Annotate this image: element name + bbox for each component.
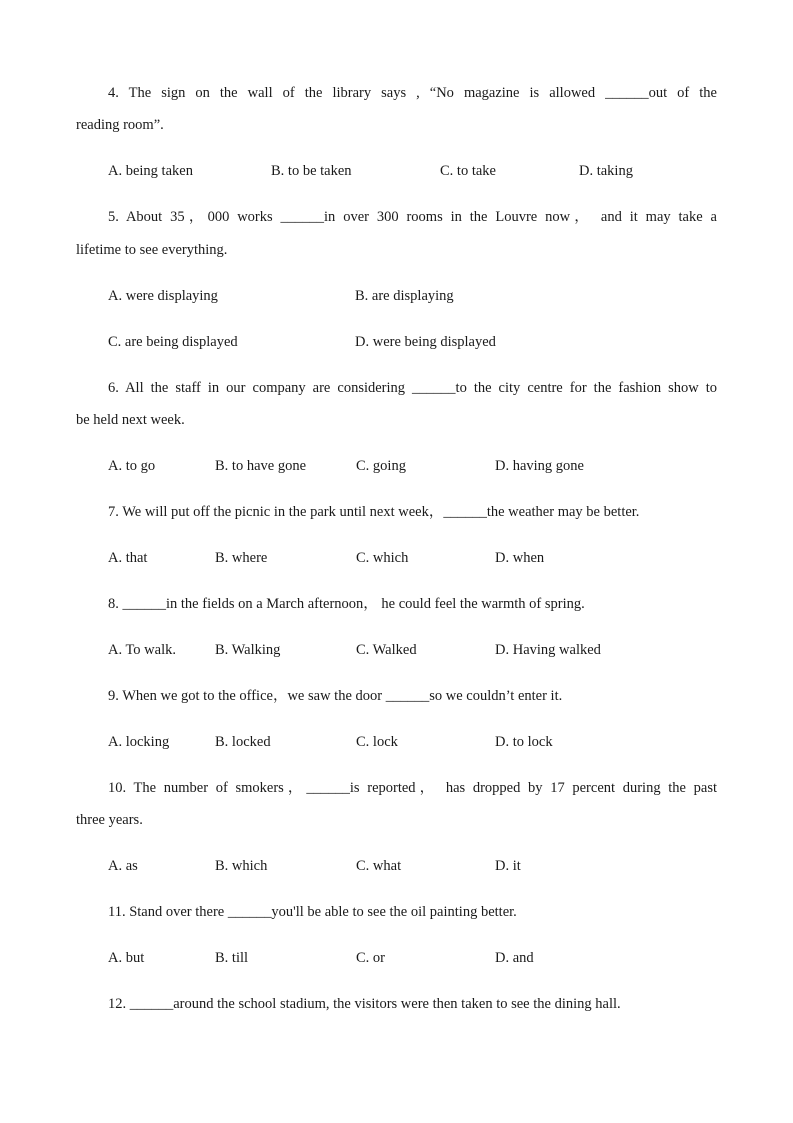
question-7-option-d: D. when — [495, 550, 545, 566]
question-5-option-a: A. were displaying — [108, 288, 218, 304]
question-6-option-a: A. to go — [108, 458, 156, 474]
question-9-option-d: D. to lock — [495, 734, 553, 750]
question-8-option-a: A. To walk. — [108, 642, 176, 658]
question-6-option-b: B. to have gone — [215, 458, 307, 474]
question-9-option-a: A. locking — [108, 734, 170, 750]
question-4-options — [108, 162, 728, 180]
question-7-option-a: A. that — [108, 550, 148, 566]
question-11-option-b: B. till — [215, 950, 249, 966]
question-10-option-d: D. it — [495, 858, 521, 874]
question-6-stem-line2: be held next week. — [76, 412, 185, 428]
question-7-option-b: B. where — [215, 550, 268, 566]
question-11-option-c: C. or — [356, 950, 385, 966]
question-11-option-a: A. but — [108, 950, 145, 966]
question-7-options — [108, 549, 728, 567]
question-6-stem-line1: 6. All the staff in our company are considering ______to the city centre for the fashion show to — [108, 380, 717, 396]
question-11-stem: 11. Stand over there ______you'll be able to see the oil painting better. — [108, 904, 517, 920]
question-10-option-b: B. which — [215, 858, 268, 874]
question-10-option-a: A. as — [108, 858, 138, 874]
question-4-option-a: A. being taken — [108, 163, 193, 179]
question-5-option-c: C. are being displayed — [108, 334, 238, 350]
question-5-stem-line2: lifetime to see everything. — [76, 242, 228, 258]
question-8-option-b: B. Walking — [215, 642, 281, 658]
question-11-option-d: D. and — [495, 950, 534, 966]
question-8-stem: 8. ______in the fields on a March afternoon， he could feel the warmth of spring. — [108, 596, 585, 612]
question-6-option-d: D. having gone — [495, 458, 584, 474]
question-4-option-b: B. to be taken — [271, 163, 352, 179]
question-10-stem-line2: three years. — [76, 812, 143, 828]
question-9-option-b: B. locked — [215, 734, 271, 750]
question-10-options — [108, 857, 728, 875]
question-5-option-d: D. were being displayed — [355, 334, 496, 350]
question-6-options — [108, 457, 728, 475]
question-7-stem: 7. We will put off the picnic in the park until next week，______the weather may be better. — [108, 504, 640, 520]
question-9-option-c: C. lock — [356, 734, 398, 750]
question-6-option-c: C. going — [356, 458, 406, 474]
question-4-option-c: C. to take — [440, 163, 496, 179]
question-5-options-row2 — [108, 333, 728, 351]
question-7-option-c: C. which — [356, 550, 409, 566]
question-10-stem-line1: 10. The number of smokers，______is reported， has dropped by 17 percent during the past — [108, 780, 717, 796]
question-5-option-b: B. are displaying — [355, 288, 454, 304]
question-8-options — [108, 641, 728, 659]
question-4-stem-line2: reading room”. — [76, 117, 164, 133]
question-8-option-c: C. Walked — [356, 642, 417, 658]
question-10-option-c: C. what — [356, 858, 402, 874]
question-4-stem-line1: 4. The sign on the wall of the library says , “No magazine is allowed ______out of the — [108, 85, 717, 101]
question-5-options-row1 — [108, 287, 728, 305]
question-5-stem-line1: 5. About 35，000 works ______in over 300 rooms in the Louvre now， and it may take a — [108, 209, 717, 225]
question-4-option-d: D. taking — [579, 163, 633, 179]
question-11-options — [108, 949, 728, 967]
question-9-stem: 9. When we got to the office，we saw the door ______so we couldn’t enter it. — [108, 688, 563, 704]
question-9-options — [108, 733, 728, 751]
question-12-stem: 12. ______around the school stadium, the visitors were then taken to see the dining hall. — [108, 996, 621, 1012]
question-8-option-d: D. Having walked — [495, 642, 601, 658]
